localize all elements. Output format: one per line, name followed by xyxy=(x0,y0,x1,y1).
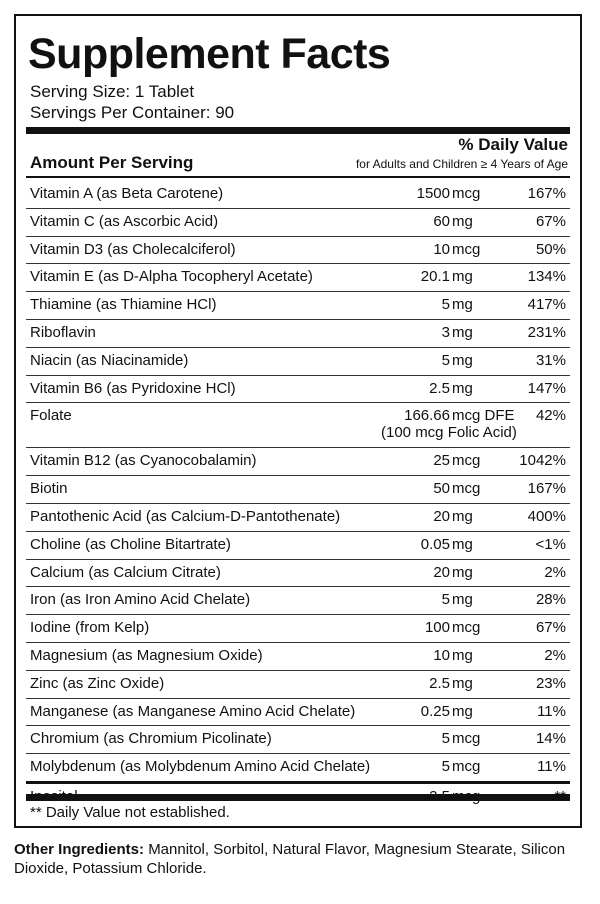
other-ingredients xyxy=(14,840,584,878)
nutrient-row xyxy=(26,643,570,671)
nutrient-name: Vitamin B12 (as Cyanocobalamin) xyxy=(30,452,257,470)
nutrient-daily-value: 2% xyxy=(544,563,566,581)
nutrient-name: Thiamine (as Thiamine HCl) xyxy=(30,296,217,314)
other-ingredients-label: Other Ingredients: xyxy=(14,841,145,858)
header-underline xyxy=(26,176,570,178)
nutrient-name: Molybdenum (as Molybdenum Amino Acid Chelate) xyxy=(30,758,371,776)
nutrient-amount: 2.5 xyxy=(429,379,450,397)
nutrient-amount: 2.5 xyxy=(429,674,450,692)
nutrient-unit: mcg xyxy=(452,452,481,470)
nutrient-amount: 25 xyxy=(433,452,450,470)
nutrient-row xyxy=(26,754,570,784)
panel-title: Supplement Facts xyxy=(28,30,391,78)
nutrient-unit: mg xyxy=(452,591,473,609)
nutrient-amount: 10 xyxy=(433,646,450,664)
nutrient-amount: 5 xyxy=(441,758,450,776)
nutrient-daily-value: 11% xyxy=(537,702,566,720)
nutrient-daily-value: <1% xyxy=(535,535,566,553)
nutrient-name: Biotin xyxy=(30,480,68,498)
nutrient-unit: mcg DFE xyxy=(452,407,515,425)
nutrient-amount: 5 xyxy=(441,591,450,609)
nutrient-amount: 10 xyxy=(433,240,450,258)
nutrient-unit: mg xyxy=(452,351,473,369)
nutrient-extra-note: (100 mcg Folic Acid) xyxy=(381,424,517,442)
nutrient-amount: 5 xyxy=(441,296,450,314)
nutrient-daily-value: 67% xyxy=(535,212,566,230)
nutrient-name: Riboflavin xyxy=(30,323,96,341)
nutrient-name: Vitamin D3 (as Cholecalciferol) xyxy=(30,240,236,258)
nutrient-name: Manganese (as Manganese Amino Acid Chelate) xyxy=(30,702,356,720)
nutrient-name: Vitamin C (as Ascorbic Acid) xyxy=(30,212,219,230)
nutrient-unit: mcg xyxy=(452,185,481,202)
nutrient-unit: mcg xyxy=(452,619,481,637)
nutrient-amount: 166.66 xyxy=(404,407,450,425)
nutrient-daily-value: 417% xyxy=(527,296,566,314)
nutrient-name: Zinc (as Zinc Oxide) xyxy=(30,674,165,692)
nutrient-row xyxy=(26,476,570,504)
header-divider xyxy=(26,127,570,134)
footer-divider xyxy=(26,794,570,801)
nutrient-row xyxy=(26,292,570,320)
nutrient-name: Magnesium (as Magnesium Oxide) xyxy=(30,646,263,664)
nutrient-daily-value: 67% xyxy=(535,619,566,637)
nutrient-row xyxy=(26,587,570,615)
nutrient-amount: 20.1 xyxy=(420,268,450,286)
nutrient-daily-value: 147% xyxy=(527,379,566,397)
nutrient-row xyxy=(26,560,570,588)
nutrient-amount: 50 xyxy=(433,480,450,498)
nutrient-name: Iodine (from Kelp) xyxy=(30,619,150,637)
nutrient-row xyxy=(26,532,570,560)
daily-value-header: % Daily Value xyxy=(458,135,568,154)
nutrient-row xyxy=(26,615,570,643)
nutrient-daily-value: 11% xyxy=(537,758,566,776)
nutrient-name: Pantothenic Acid (as Calcium-D-Pantothenate) xyxy=(30,507,341,525)
nutrient-daily-value: 167% xyxy=(527,480,566,498)
nutrient-row xyxy=(26,403,570,448)
amount-per-serving-header: Amount Per Serving xyxy=(30,153,194,172)
nutrient-unit: mg xyxy=(452,212,473,230)
serving-size: Serving Size: 1 Tablet xyxy=(30,82,195,101)
nutrient-row xyxy=(26,264,570,292)
nutrient-name: Folate xyxy=(30,407,72,425)
nutrient-unit: mg xyxy=(452,702,473,720)
nutrient-row xyxy=(26,237,570,265)
nutrient-unit: mg xyxy=(452,323,473,341)
nutrient-row xyxy=(26,671,570,699)
nutrient-amount: 1500 xyxy=(416,185,450,202)
nutrient-daily-value: 134% xyxy=(527,268,566,286)
nutrient-amount: 20 xyxy=(433,563,450,581)
nutrient-daily-value: 1042% xyxy=(519,452,566,470)
servings-per-container: Servings Per Container: 90 xyxy=(30,103,235,122)
nutrient-unit: mcg xyxy=(452,480,481,498)
nutrient-unit: mcg xyxy=(452,240,481,258)
nutrient-name: Iron (as Iron Amino Acid Chelate) xyxy=(30,591,251,609)
nutrient-row xyxy=(26,348,570,376)
nutrient-unit: mg xyxy=(452,674,473,692)
nutrient-daily-value: 50% xyxy=(535,240,566,258)
nutrient-unit: mg xyxy=(452,379,473,397)
nutrient-unit: mg xyxy=(452,507,473,525)
nutrient-daily-value: 231% xyxy=(527,323,566,341)
nutrient-name: Vitamin B6 (as Pyridoxine HCl) xyxy=(30,379,236,397)
nutrient-daily-value: 167% xyxy=(527,185,566,202)
nutrient-unit: mg xyxy=(452,268,473,286)
nutrient-amount: 0.25 xyxy=(420,702,450,720)
footnote: ** Daily Value not established. xyxy=(30,804,230,821)
nutrient-row xyxy=(26,181,570,209)
nutrient-row xyxy=(26,699,570,727)
nutrient-row xyxy=(26,504,570,532)
nutrient-amount: 5 xyxy=(441,730,450,748)
other-ingredients-text: Mannitol, Sorbitol, Natural Flavor, Magnesium Stearate, Silicon Dioxide, Potassium Chloride. xyxy=(14,841,566,877)
nutrient-name: Niacin (as Niacinamide) xyxy=(30,351,189,369)
nutrient-unit: mg xyxy=(452,296,473,314)
nutrient-amount: 20 xyxy=(433,507,450,525)
nutrient-unit: mcg xyxy=(452,758,481,776)
nutrient-row xyxy=(26,209,570,237)
nutrient-unit: mcg xyxy=(452,730,481,748)
nutrient-name: Vitamin E (as D-Alpha Tocopheryl Acetate) xyxy=(30,268,313,286)
daily-value-note: for Adults and Children ≥ 4 Years of Age xyxy=(355,157,568,171)
nutrient-amount: 3 xyxy=(441,323,450,341)
nutrient-daily-value: 28% xyxy=(535,591,566,609)
nutrient-daily-value: 23% xyxy=(535,674,566,692)
nutrient-daily-value: 42% xyxy=(535,407,566,425)
nutrient-amount: 100 xyxy=(424,619,450,637)
nutrient-daily-value: 2% xyxy=(544,646,566,664)
nutrient-row xyxy=(26,448,570,476)
supplement-facts-panel xyxy=(14,14,582,828)
nutrient-daily-value: 31% xyxy=(535,351,566,369)
nutrient-row xyxy=(26,726,570,754)
nutrient-amount: 60 xyxy=(433,212,450,230)
nutrient-amount: 0.05 xyxy=(420,535,450,553)
nutrient-row xyxy=(26,376,570,404)
nutrient-daily-value: 400% xyxy=(527,507,566,525)
nutrient-name: Vitamin A (as Beta Carotene) xyxy=(30,185,224,202)
nutrient-name: Chromium (as Chromium Picolinate) xyxy=(30,730,272,748)
nutrient-amount: 5 xyxy=(441,351,450,369)
nutrient-name: Calcium (as Calcium Citrate) xyxy=(30,563,221,581)
nutrient-name: Choline (as Choline Bitartrate) xyxy=(30,535,231,553)
nutrient-daily-value: 14% xyxy=(535,730,566,748)
nutrient-unit: mg xyxy=(452,563,473,581)
nutrient-table xyxy=(26,181,570,811)
nutrient-unit: mg xyxy=(452,646,473,664)
nutrient-unit: mg xyxy=(452,535,473,553)
nutrient-row xyxy=(26,320,570,348)
